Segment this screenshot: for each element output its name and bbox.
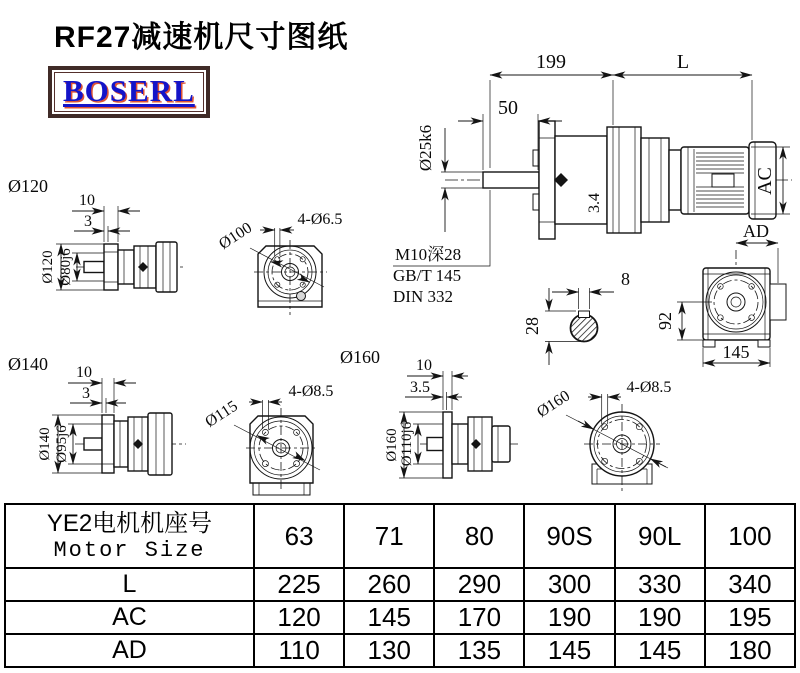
boserl-logo-text: BOSERL: [63, 73, 195, 108]
header-size-80: 80: [434, 504, 524, 568]
dim-50: 50: [498, 97, 518, 119]
dim-flange-160: Ø160: [384, 428, 400, 462]
cell-L-100: 340: [705, 568, 795, 601]
cell-L-90S: 300: [524, 568, 614, 601]
view-label-120: Ø120: [8, 176, 48, 196]
table-row-AC: [5, 601, 795, 634]
dim-bolt-holes-8-5: 4-Ø8.5: [288, 383, 334, 400]
header-size-71: 71: [344, 504, 434, 568]
cell-AD-80: 135: [434, 634, 524, 667]
cell-L-90L: 330: [615, 568, 705, 601]
row-label-AC: AC: [5, 601, 254, 634]
cell-L-80: 290: [434, 568, 524, 601]
header-motor-size-cn: YE2电机机座号: [46, 509, 213, 537]
dim-10: 10: [79, 192, 95, 209]
dim-dia-160: Ø160: [534, 387, 574, 422]
dim-92: 92: [655, 312, 675, 330]
dim-L: L: [676, 51, 690, 73]
dim-3-4: 3.4: [586, 193, 603, 213]
flange-120-side-view: [8, 176, 186, 292]
dim-hub-110j6: Ø110j6: [399, 421, 415, 467]
table-row-AD: [5, 634, 795, 667]
motor-end-view: [655, 221, 786, 367]
header-motor-size-en: Motor Size: [53, 537, 206, 563]
cell-AC-80: 170: [434, 601, 524, 634]
cell-AC-100: 195: [705, 601, 795, 634]
note-gbt145: GB/T 145: [393, 266, 462, 285]
dim-flange-140: Ø140: [37, 427, 53, 461]
table-header-row: [5, 504, 795, 568]
dim-AD: AD: [743, 221, 769, 241]
dim-10: 10: [416, 357, 432, 374]
header-size-90s: 90S: [524, 504, 614, 568]
header-size-100: 100: [705, 504, 795, 568]
dim-10: 10: [76, 364, 92, 381]
cell-AC-71: 145: [344, 601, 434, 634]
flange-160-front-view: [534, 379, 671, 492]
cell-AD-100: 180: [705, 634, 795, 667]
dim-hub-80j6: Ø80j6: [58, 248, 74, 286]
row-label-L: L: [5, 568, 254, 601]
cell-L-63: 225: [254, 568, 344, 601]
dim-AC: AC: [754, 167, 776, 195]
page-title: RF27减速机尺寸图纸: [54, 21, 349, 54]
dim-dia-100: Ø100: [216, 219, 256, 254]
cell-L-71: 260: [344, 568, 434, 601]
header-size-63: 63: [254, 504, 344, 568]
view-label-160: Ø160: [340, 347, 380, 367]
dim-145: 145: [722, 342, 750, 362]
dim-dia-115: Ø115: [202, 397, 241, 431]
dim-shaft-diameter: Ø25k6: [416, 124, 435, 172]
view-label-140: Ø140: [8, 354, 48, 374]
dim-bolt-holes-6-5: 4-Ø6.5: [297, 211, 343, 228]
header-size-90l: 90L: [615, 504, 705, 568]
flange-100-front-view: [216, 211, 342, 315]
table-row-L: [5, 568, 795, 601]
motor-dimension-table: [4, 503, 796, 668]
shaft-key-section-detail: [522, 269, 630, 365]
dim-key-width-8: 8: [621, 269, 630, 289]
cell-AD-71: 130: [344, 634, 434, 667]
cell-AC-63: 120: [254, 601, 344, 634]
cell-AD-90L: 145: [615, 634, 705, 667]
row-label-AD: AD: [5, 634, 254, 667]
dim-3: 3: [84, 213, 92, 230]
cell-AD-63: 110: [254, 634, 344, 667]
dim-key-height-28: 28: [522, 317, 542, 335]
dim-199: 199: [536, 51, 566, 73]
cell-AC-90L: 190: [615, 601, 705, 634]
cell-AD-90S: 145: [524, 634, 614, 667]
note-din332: DIN 332: [393, 287, 453, 306]
flange-160-side-view: [384, 357, 518, 478]
flange-140-side-view: [8, 354, 186, 475]
cell-AC-90S: 190: [524, 601, 614, 634]
dim-bolt-holes-8-5: 4-Ø8.5: [626, 379, 672, 396]
flange-115-front-view: [202, 347, 380, 495]
header-motor-size: [5, 504, 254, 568]
dim-3-5: 3.5: [410, 379, 430, 396]
dim-flange-120: Ø120: [40, 250, 56, 284]
dim-3: 3: [82, 385, 90, 402]
note-tapped-hole: M10深28: [395, 245, 462, 264]
dim-hub-95j6: Ø95j6: [54, 425, 70, 463]
